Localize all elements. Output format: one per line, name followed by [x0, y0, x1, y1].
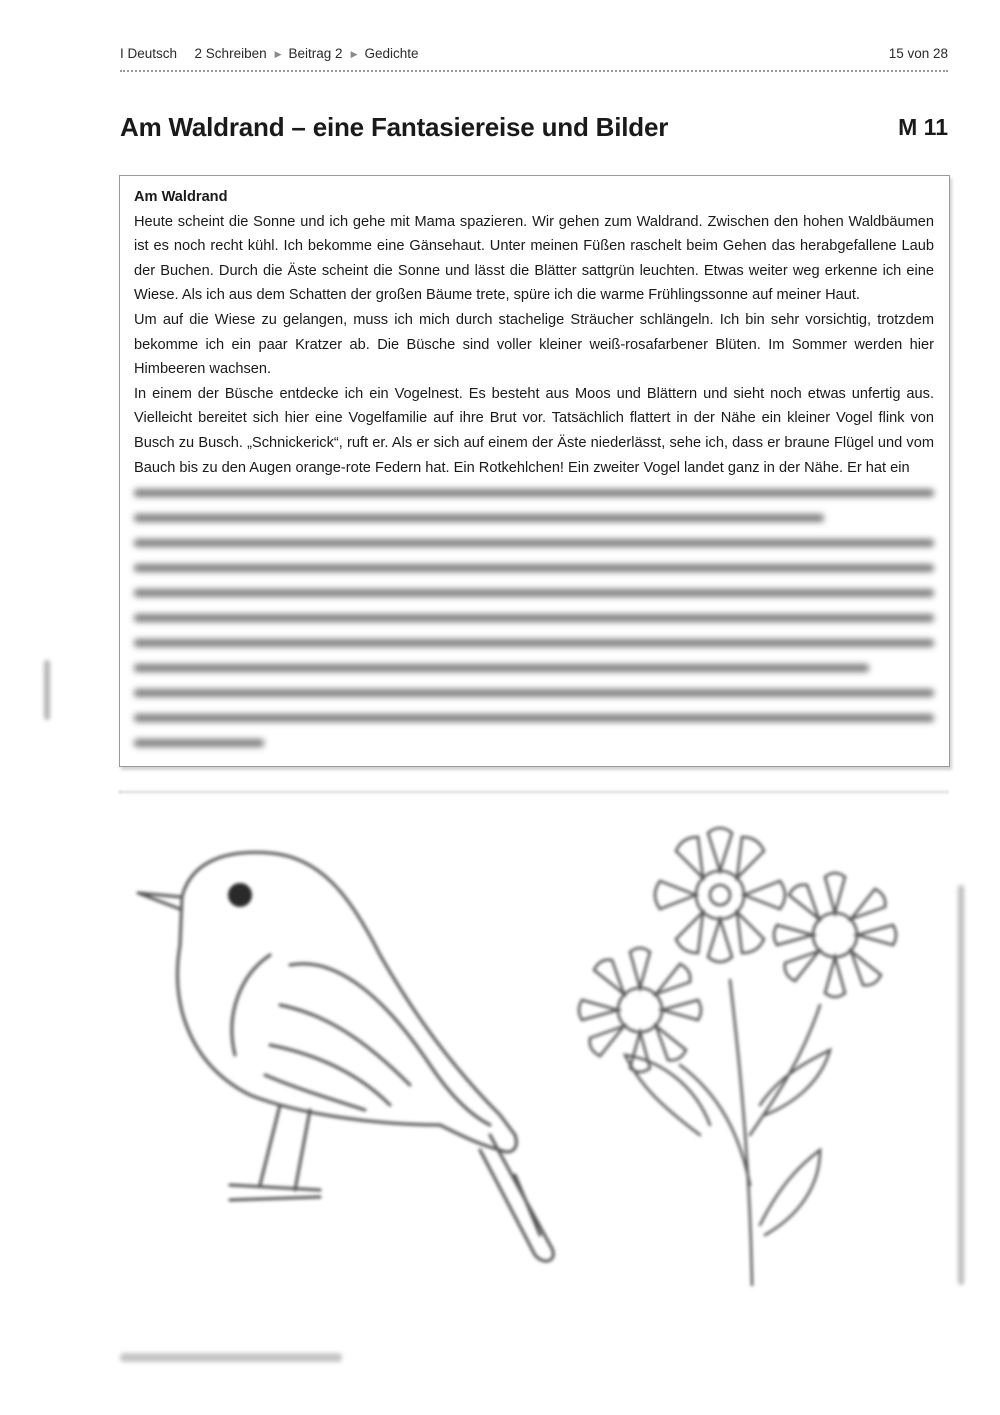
footer-text — [120, 1353, 342, 1362]
story-paragraph: In einem der Büsche entdecke ich ein Vogelnest. Es besteht aus Moos und Blättern und sieht noch etwas unfertig aus. Vielleicht bereitet sich hier eine Vogelfamilie auf ihre Brut vor. Tatsächlich flattert in der Nähe ein kleiner Vogel flink von Busch zu Busch. „Schnickerick“, ruft er. Als er sich auf einem der Äste niederlässt, sehe ich, dass er braune Flügel und vom Bauch bis zu den Augen orange-rote Federn hat. Ein Rotkehlchen! Ein zweiter Vogel landet ganz in der Nähe. Er hat ein — [134, 385, 934, 476]
running-header — [120, 44, 948, 72]
story-paragraph: Um auf die Wiese zu gelangen, muss ich mich durch stachelige Sträucher schlängeln. Ich bin sehr vorsichtig, trotzdem bekomme ich ein paar Kratzer ab. Die Büsche sind voller kleiner weiß-rosafarbener Blüten. Im Sommer werden hier Himbeeren wachsen. — [134, 311, 934, 378]
story-heading: Am Waldrand — [134, 189, 228, 205]
flower-illustration — [579, 828, 896, 1285]
section-divider — [119, 791, 948, 793]
page-number: 15 von 28 — [888, 46, 948, 61]
breadcrumb-item: Gedichte — [364, 46, 419, 61]
breadcrumb-item: I Deutsch — [120, 46, 178, 61]
triangle-right-icon: ▶ — [274, 49, 282, 59]
story-text — [134, 185, 934, 480]
illustrations — [120, 805, 990, 1325]
blurred-text-block — [134, 481, 934, 751]
breadcrumb-item: Beitrag 2 — [288, 46, 343, 61]
breadcrumb-item: 2 Schreiben — [194, 46, 267, 61]
material-code: M 11 — [898, 114, 948, 140]
copyright-vertical — [36, 660, 56, 720]
story-paragraph: Heute scheint die Sonne und ich gehe mit Mama spazieren. Wir gehen zum Waldrand. Zwischen den hohen Waldbäumen ist es noch recht kühl. Ich bekomme eine Gänsehaut. Unter meinen Füßen raschelt beim Gehen das herabgefallene Laub der Buchen. Durch die Äste scheint die Sonne und lässt die Blätter sattgrün leuchten. Etwas weiter weg erkenne ich eine Wiese. Als ich aus dem Schatten der großen Bäume trete, spüre ich die warme Frühlingssonne auf meiner Haut. — [134, 213, 934, 304]
page-title: Am Waldrand – eine Fantasiereise und Bilder — [120, 112, 669, 142]
breadcrumb — [120, 46, 419, 61]
story-box — [119, 175, 950, 767]
image-credit-vertical — [955, 885, 967, 1285]
pipe-separator — [185, 49, 188, 59]
robin-illustration — [138, 852, 553, 1261]
triangle-right-icon: ▶ — [350, 49, 358, 59]
